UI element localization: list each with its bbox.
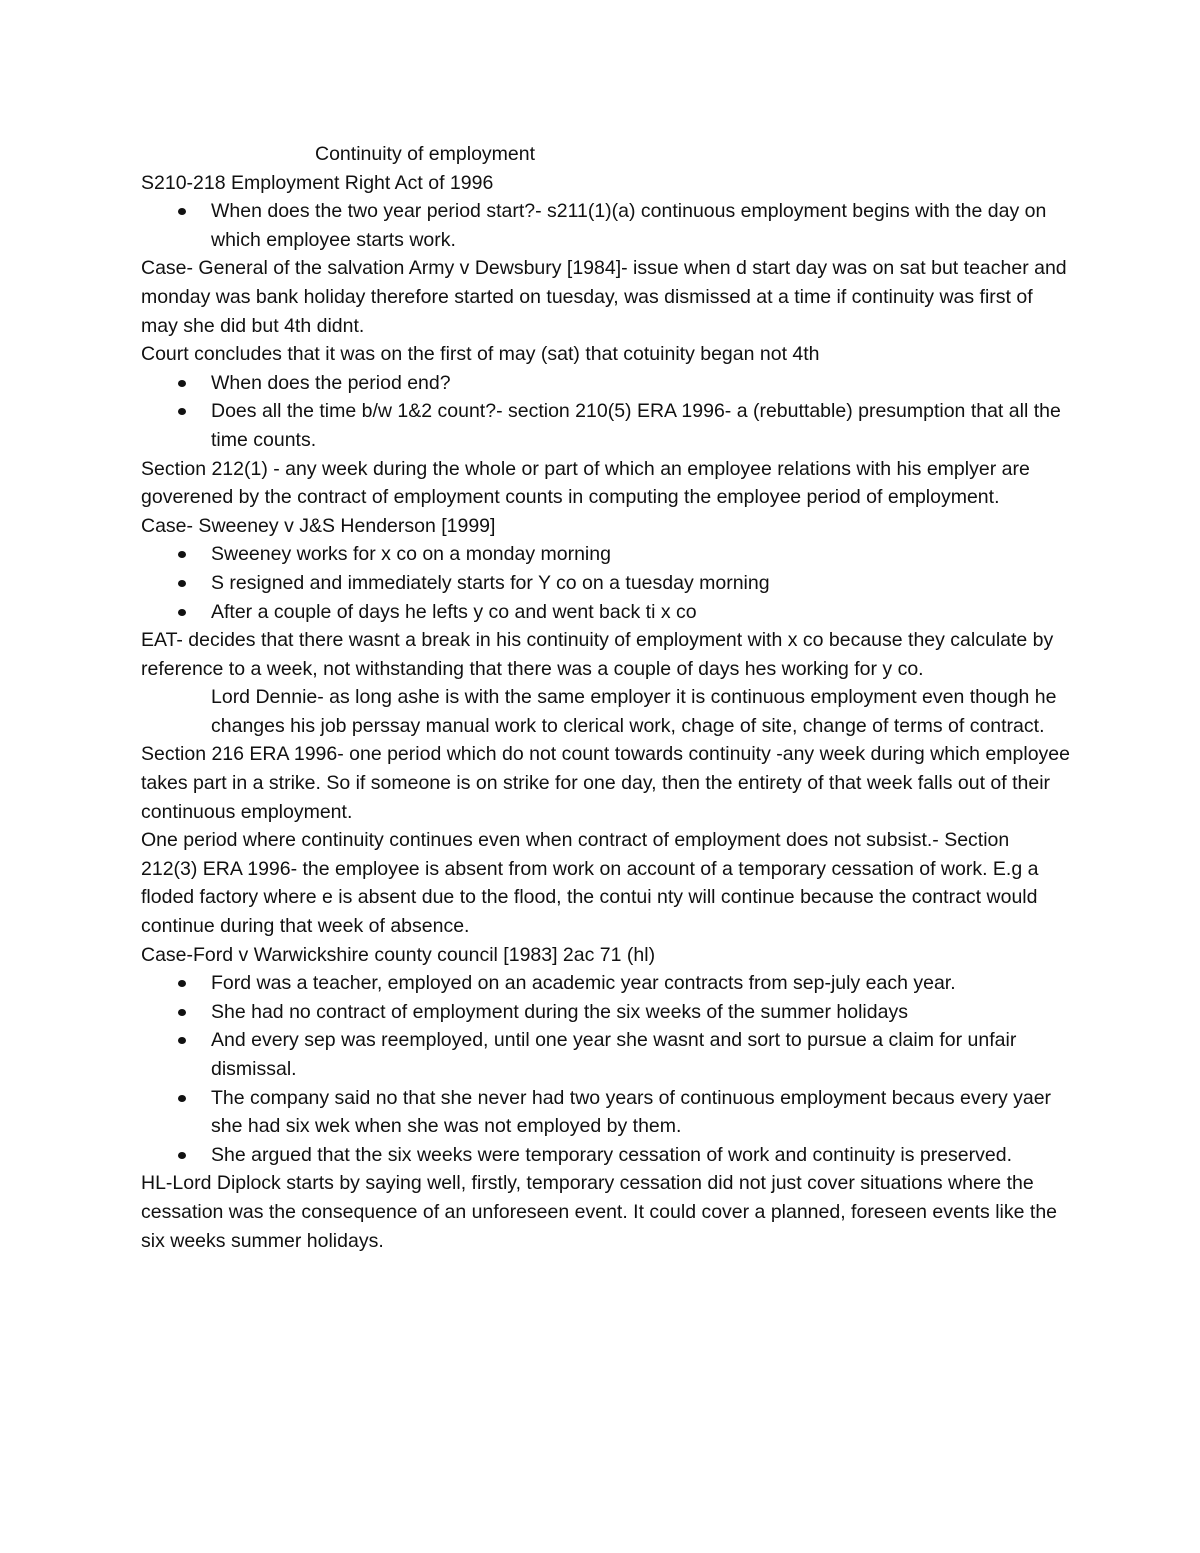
bullet-list <box>141 969 1071 1169</box>
paragraph: One period where continuity continues even when contract of employment does not subsist.- Section 212(3) ERA 1996- the employee is absent from work on account of a temporary cessation of work. E.g a floded factory where e is absent due to the flood, the contui nty will continue because the contract would continue during that week of absence. <box>141 829 1039 938</box>
list-item <box>141 1141 1071 1170</box>
paragraph: Case- Sweeney v J&S Henderson [1999] <box>141 514 496 537</box>
bullet-list <box>141 197 1071 254</box>
list-item <box>141 197 1071 254</box>
bullet-icon <box>178 980 186 987</box>
bullet-icon <box>178 1037 186 1044</box>
list-item-text: Does all the time b/w 1&2 count?- section 210(5) ERA 1996- a (rebuttable) presumption that all the time counts. <box>211 400 1061 451</box>
list-item-text: When does the two year period start?- s211(1)(a) continuous employment begins with the day on which employee starts work. <box>211 200 1047 251</box>
paragraph: EAT- decides that there wasnt a break in his continuity of employment with x co because they calculate by reference to a week, not withstanding that there was a couple of days hes working for y co. <box>141 629 1054 680</box>
paragraph: S210-218 Employment Right Act of 1996 <box>141 171 494 194</box>
list-item <box>141 969 1071 998</box>
list-item-text: After a couple of days he lefts y co and went back ti x co <box>211 600 697 623</box>
bullet-icon <box>178 1095 186 1102</box>
paragraph: Section 216 ERA 1996- one period which do not count towards continuity -any week during which employee takes part in a strike. So if someone is on strike for one day, then the entirety of that week falls out of their continuous employment. <box>141 743 1070 823</box>
paragraph: Court concludes that it was on the first of may (sat) that cotuinity began not 4th <box>141 343 820 366</box>
bullet-icon <box>178 609 186 616</box>
paragraph: Section 212(1) - any week during the whole or part of which an employee relations with his emplyer are goverened by the contract of employment counts in computing the employee period of employment. <box>141 457 1030 509</box>
bullet-icon <box>178 380 186 387</box>
paragraph: Case- General of the salvation Army v Dewsbury [1984]- issue when d start day was on sat but teacher and monday was bank holiday therefore started on tuesday, was dismissed at a time if continuity was first of may she did but 4th didnt. <box>141 257 1067 337</box>
list-item-text: She argued that the six weeks were temporary cessation of work and continuity is preserved. <box>211 1143 1012 1166</box>
bullet-list <box>141 540 1071 626</box>
list-item <box>141 598 1071 627</box>
list-item-text: She had no contract of employment during the six weeks of the summer holidays <box>211 1000 908 1023</box>
indented-paragraph: Lord Dennie- as long ashe is with the same employer it is continuous employment even though he changes his job perssay manual work to clerical work, chage of site, change of terms of contract. <box>211 686 1057 737</box>
bullet-icon <box>178 1009 186 1016</box>
bullet-icon <box>178 580 186 587</box>
list-item <box>141 540 1071 569</box>
list-item-text: Sweeney works for x co on a monday morning <box>211 543 611 566</box>
bullet-icon <box>178 208 186 215</box>
paragraph: Case-Ford v Warwickshire county council [1983] 2ac 71 (hl) <box>141 943 656 966</box>
document-body <box>141 140 1071 1255</box>
list-item-text: When does the period end? <box>211 371 451 394</box>
list-item <box>141 1026 1071 1083</box>
list-item <box>141 1084 1071 1141</box>
list-item <box>141 998 1071 1027</box>
bullet-list <box>141 369 1071 455</box>
list-item <box>141 397 1071 454</box>
bullet-icon <box>178 408 186 415</box>
bullet-icon <box>178 551 186 558</box>
paragraph: HL-Lord Diplock starts by saying well, firstly, temporary cessation did not just cover situations where the cessation was the consequence of an unforeseen event. It could cover a planned, foreseen events like the six weeks summer holidays. <box>141 1172 1058 1252</box>
list-item-text: S resigned and immediately starts for Y co on a tuesday morning <box>211 571 770 594</box>
list-item-text: And every sep was reemployed, until one year she wasnt and sort to pursue a claim for unfair dismissal. <box>211 1029 1017 1080</box>
list-item <box>141 369 1071 398</box>
page-title: Continuity of employment <box>315 143 536 165</box>
bullet-icon <box>178 1152 186 1159</box>
list-item <box>141 569 1071 598</box>
list-item-text: Ford was a teacher, employed on an academic year contracts from sep-july each year. <box>211 972 956 995</box>
list-item-text: The company said no that she never had two years of continuous employment becaus every yaer she had six wek when she was not employed by them. <box>211 1086 1052 1138</box>
